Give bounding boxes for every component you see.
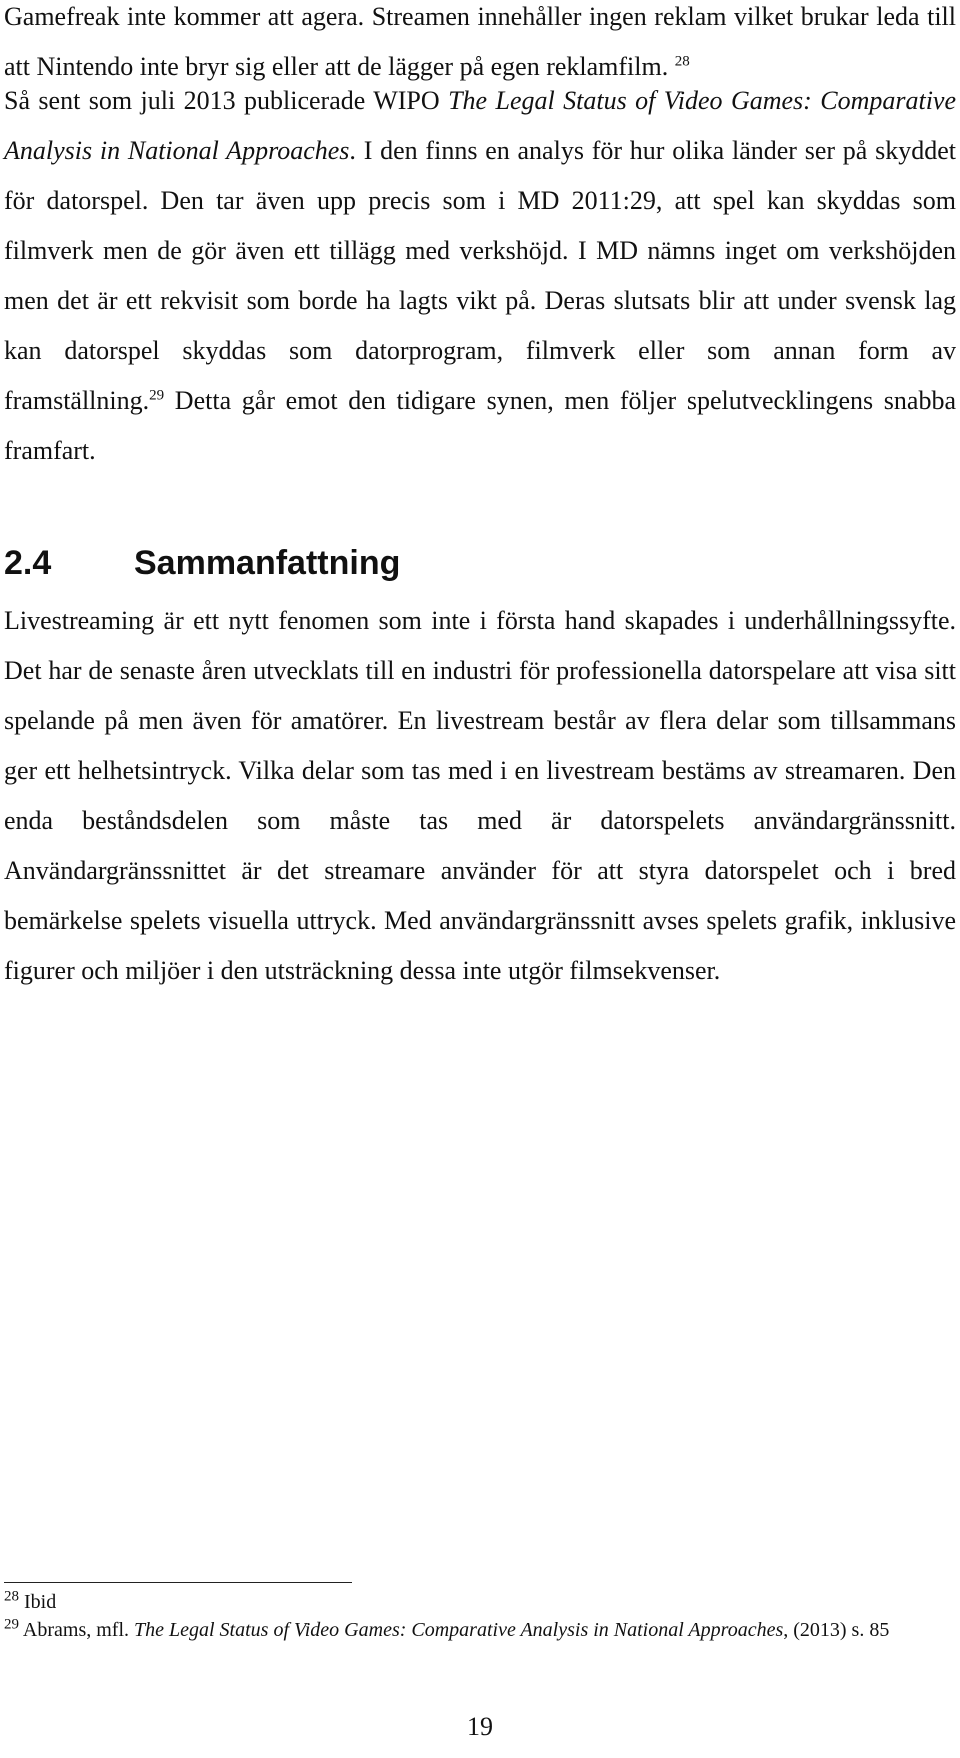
footnote	[4, 1616, 956, 1644]
page-number: 19	[467, 1712, 493, 1741]
footnote-separator	[4, 1582, 352, 1583]
section-heading	[4, 538, 956, 588]
paragraph-text: Gamefreak inte kommer att agera. Streamen innehåller ingen reklam vilket brukar leda till att Nintendo inte bryr sig eller att de lägger på egen reklamfilm.	[4, 2, 956, 81]
paragraph-text: Så sent som juli 2013 publicerade WIPO	[4, 86, 449, 115]
publication-title: The Legal Status of Video Games: Comparative Analysis in National Approaches	[4, 86, 956, 165]
section-number: 2.4	[4, 543, 52, 582]
publication-title: The Legal Status of Video Games: Comparative Analysis in National Approaches	[134, 1619, 784, 1641]
body-paragraph	[4, 596, 956, 996]
paragraph-text: Livestreaming är ett nytt fenomen som inte i första hand skapades i underhållningssyfte. Det har de senaste åren utvecklats till en industri för professionella datorspelare att visa sitt spelande på men även för amatörer. En livestream består av flera delar som tillsammans ger ett helhetsintryck. Vilka delar som tas med i en livestream bestäms av streamaren. Den enda beståndsdelen som måste tas med är datorspelets användargränssnitt. Användargränssnittet är det streamare använder för att styra datorspelet och i bred bemärkelse spelets visuella uttryck. Med användargränssnitt avses spelets grafik, inklusive figurer och miljöer i den utsträckning dessa inte utgör filmsekvenser.	[4, 606, 956, 985]
footnote-reference[interactable]: 28	[674, 53, 690, 70]
footnote-text: Abrams, mfl.	[22, 1619, 134, 1641]
footnote-number: 29	[4, 1616, 19, 1633]
footnote-reference[interactable]: 29	[149, 387, 165, 404]
section-title: Sammanfattning	[134, 543, 401, 582]
paragraph-text: Detta går emot den tidigare synen, men följer spelutvecklingens snabba framfart.	[4, 386, 956, 465]
footnote-text: , (2013) s. 85	[783, 1619, 890, 1641]
paragraph-text: . I den finns en analys för hur olika länder ser på skyddet för datorspel. Den tar även upp precis som i MD 2011:29, att spel kan skyddas som filmverk men de gör även ett tillägg med verkshöjd. I MD nämns inget om verkshöjden men det är ett rekvisit som borde ha lagts vikt på. Deras slutsats blir att under svensk lag kan datorspel skyddas som datorprogram, filmverk eller som annan form av framställning.	[4, 136, 956, 415]
body-paragraph	[4, 76, 956, 476]
footnote-number: 28	[4, 1588, 19, 1605]
footnote	[4, 1588, 956, 1616]
footnote-text: Ibid	[24, 1591, 57, 1613]
